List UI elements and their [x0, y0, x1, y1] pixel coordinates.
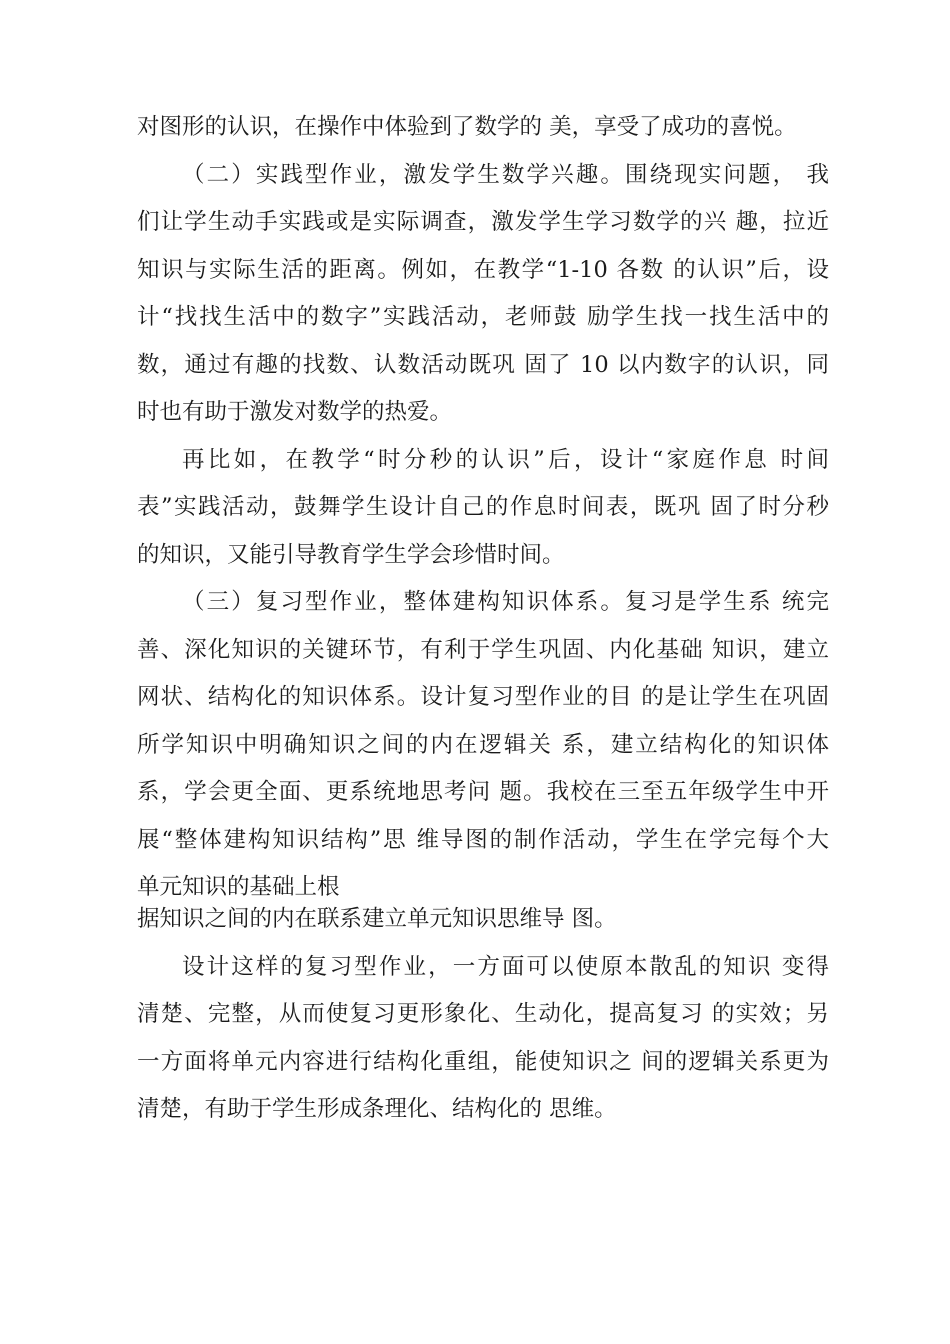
text-line: 对图形的认识，在操作中体验到了数学的 美，享受了成功的喜悦。	[137, 114, 797, 140]
text-line: 再比如，在教学“时分秒的认识”后，设计“家庭作息 时间	[182, 446, 829, 473]
text-line: 网状、结构化的知识体系。设计复习型作业的目 的是让学生在巩固	[137, 684, 829, 710]
text-line: 表”实践活动，鼓舞学生设计自己的作息时间表，既巩 固了时分秒	[137, 494, 829, 520]
text-line: 据知识之间的内在联系建立单元知识思维导 图。	[137, 906, 617, 932]
text-line: 们让学生动手实践或是实际调查，激发学生学习数学的兴 趣，拉近	[137, 209, 829, 235]
text-line: 设计这样的复习型作业，一方面可以使原本散乱的知识 变得	[182, 953, 829, 980]
text-line: 的知识，又能引导教育学生学会珍惜时间。	[137, 541, 565, 568]
text-line: 计“找找生活中的数字”实践活动，老师鼓 励学生找一找生活中的	[137, 304, 829, 330]
text-line: 数，通过有趣的找数、认数活动既巩 固了 10 以内数字的认识，同	[137, 351, 829, 378]
text-line: 一方面将单元内容进行结构化重组，能使知识之 间的逻辑关系更为	[137, 1048, 829, 1075]
document-body	[137, 104, 829, 1134]
text-line: 单元知识的基础上根	[137, 874, 340, 900]
text-line: 知识与实际生活的距离。例如，在教学“1-10 各数 的认识”后，设	[137, 256, 829, 283]
text-line: 时也有助于激发对数学的热爱。	[137, 399, 453, 425]
text-line: 清楚、完整，从而使复习更形象化、生动化，提高复习 的实效；另	[137, 1001, 829, 1027]
text-line: 所学知识中明确知识之间的内在逻辑关 系，建立结构化的知识体	[137, 731, 829, 758]
text-line: （二）实践型作业，激发学生数学兴趣。围绕现实问题， 我	[182, 161, 829, 188]
text-line: （三）复习型作业，整体建构知识体系。复习是学生系 统完	[182, 589, 829, 615]
text-line: 系，学会更全面、更系统地思考问 题。我校在三至五年级学生中开	[137, 779, 829, 805]
text-line: 清楚，有助于学生形成条理化、结构化的 思维。	[137, 1096, 617, 1122]
text-line: 善、深化知识的关键环节，有利于学生巩固、内化基础 知识，建立	[137, 636, 829, 663]
text-line: 展“整体建构知识结构”思 维导图的制作活动，学生在学完每个大	[137, 826, 829, 853]
